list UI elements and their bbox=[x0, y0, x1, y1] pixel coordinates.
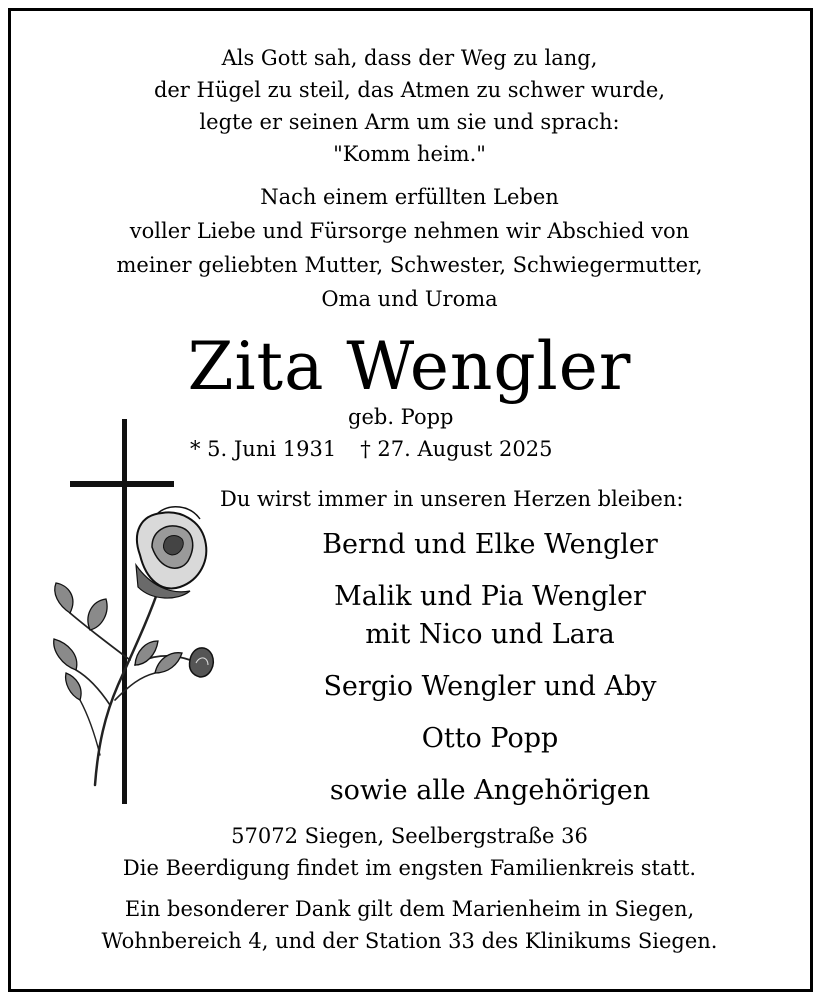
poem bbox=[0, 42, 819, 170]
mourner-group bbox=[250, 526, 730, 564]
thanks-block bbox=[0, 893, 819, 957]
mourner-name: Sergio Wengler und Aby bbox=[323, 671, 657, 702]
intro-line: Nach einem erfüllten Leben bbox=[260, 185, 559, 209]
address-block bbox=[0, 820, 819, 884]
thanks-line: Ein besonderer Dank gilt dem Marienheim in Siegen, bbox=[124, 897, 695, 921]
mourner-group bbox=[250, 772, 730, 810]
intro-text bbox=[0, 180, 819, 316]
cross-with-rose-icon bbox=[40, 415, 230, 814]
mourner-name: Otto Popp bbox=[421, 723, 559, 754]
mourner-name: Malik und Pia Wengler bbox=[334, 581, 646, 612]
intro-line: voller Liebe und Fürsorge nehmen wir Abschied von bbox=[129, 219, 690, 243]
mourner-group bbox=[250, 720, 730, 758]
thanks-line: Wohnbereich 4, und der Station 33 des Klinikums Siegen. bbox=[101, 929, 718, 953]
mourner-name: sowie alle Angehörigen bbox=[329, 775, 651, 806]
maiden-name: geb. Popp bbox=[348, 405, 454, 429]
mourners-list bbox=[250, 526, 730, 824]
poem-line: legte er seinen Arm um sie und sprach: bbox=[199, 110, 620, 134]
poem-line: "Komm heim." bbox=[333, 142, 486, 166]
farewell-line: Du wirst immer in unseren Herzen bleiben: bbox=[220, 487, 684, 511]
intro-line: Oma und Uroma bbox=[321, 287, 498, 311]
mourner-name: Bernd und Elke Wengler bbox=[322, 529, 658, 560]
deceased-name: Zita Wengler bbox=[187, 328, 632, 405]
poem-line: Als Gott sah, dass der Weg zu lang, bbox=[221, 46, 598, 70]
poem-line: der Hügel zu steil, das Atmen zu schwer wurde, bbox=[153, 78, 666, 102]
rose-bud bbox=[189, 648, 213, 677]
address-line: 57072 Siegen, Seelbergstraße 36 bbox=[231, 824, 588, 848]
cross-horizontal-beam bbox=[70, 481, 174, 487]
cross-rose-drawing bbox=[40, 415, 230, 810]
mourner-group bbox=[250, 668, 730, 706]
rose-flower bbox=[136, 507, 206, 598]
birth-date: * 5. Juni 1931 bbox=[190, 437, 337, 461]
life-dates bbox=[190, 432, 552, 466]
funeral-note: Die Beerdigung findet im engsten Familienkreis statt. bbox=[122, 856, 697, 880]
death-date: † 27. August 2025 bbox=[360, 437, 553, 461]
mourner-group bbox=[250, 578, 730, 654]
mourner-name: mit Nico und Lara bbox=[365, 619, 615, 650]
intro-line: meiner geliebten Mutter, Schwester, Schwiegermutter, bbox=[116, 253, 703, 277]
cross-vertical-beam bbox=[122, 419, 127, 804]
